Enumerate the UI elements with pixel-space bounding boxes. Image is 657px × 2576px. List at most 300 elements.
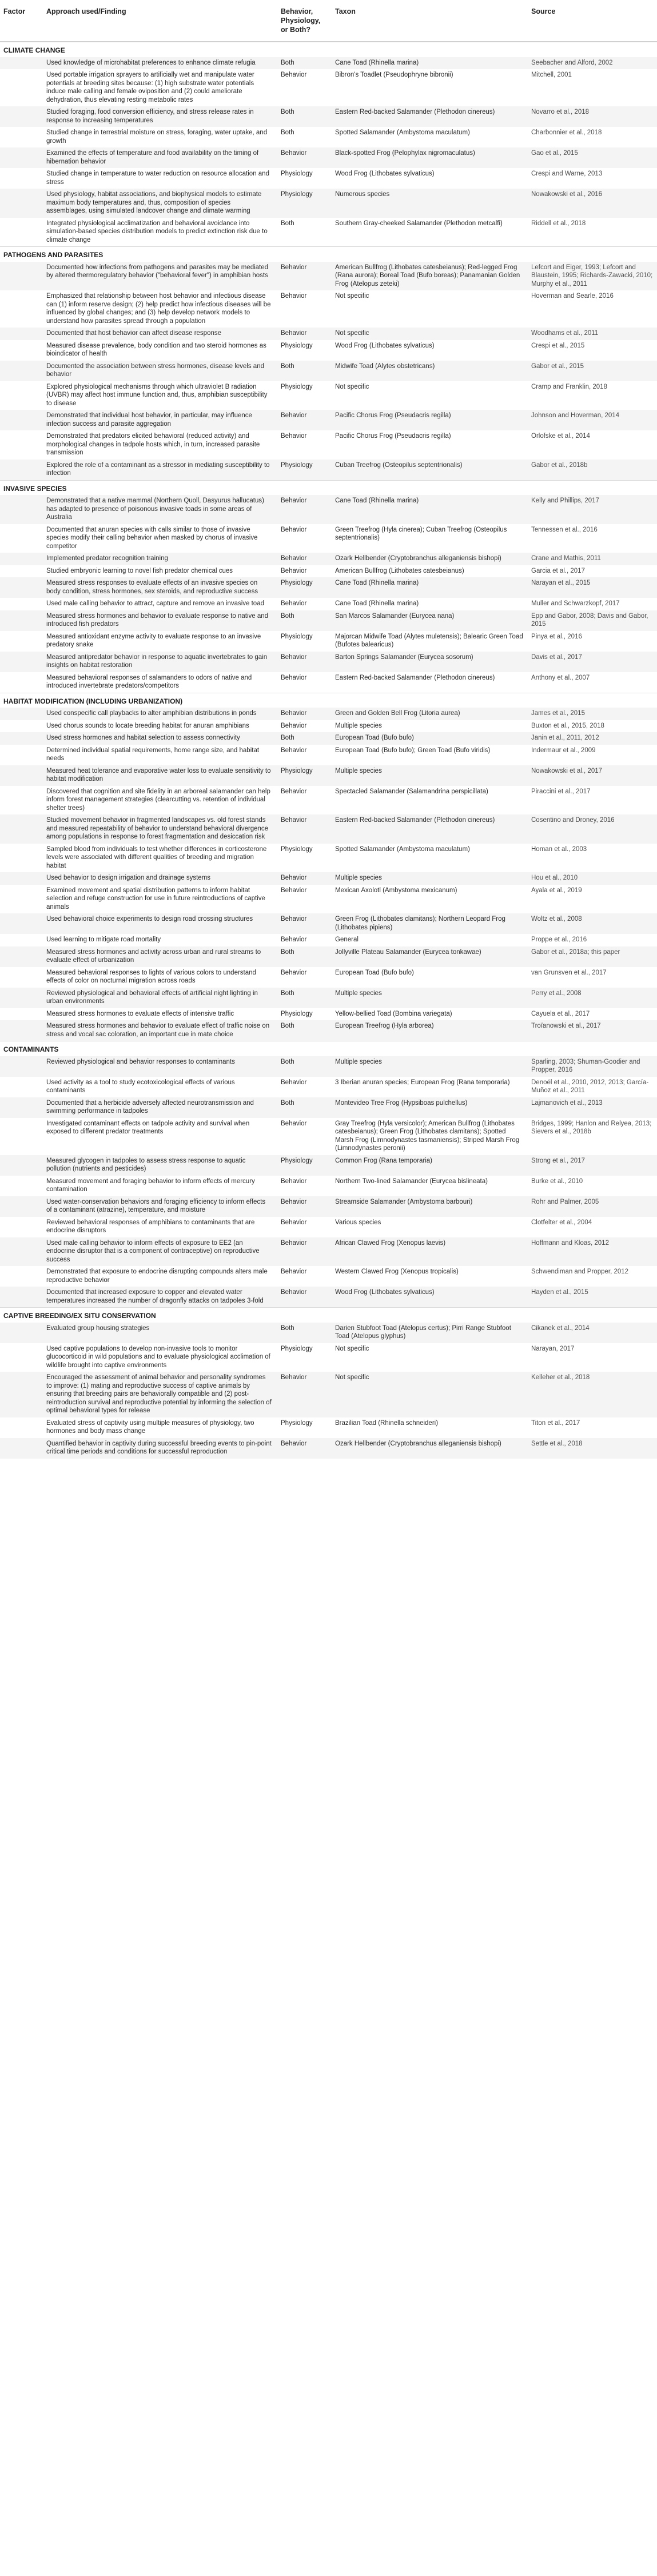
- cell-source: Homan et al., 2003: [528, 844, 657, 873]
- table-body: [0, 42, 657, 1459]
- cell-source: Gabor et al., 2015: [528, 361, 657, 381]
- table-row: [0, 872, 657, 885]
- cell-approach: Evaluated stress of captivity using multiple measures of physiology, two hormones and body mass change: [43, 1417, 277, 1438]
- cell-source: Perry et al., 2008: [528, 988, 657, 1008]
- cell-approach: Studied movement behavior in fragmented landscapes vs. old forest stands and measured repeatability of behavior to understand behavioral divergence among populations in response to forest fragmentation and desiccation risk: [43, 814, 277, 844]
- cell-source: Proppe et al., 2016: [528, 934, 657, 946]
- cell-factor: [0, 1323, 43, 1343]
- cell-category: Behavior: [277, 430, 332, 460]
- table-row: [0, 168, 657, 189]
- cell-taxon: Not specific: [332, 1343, 528, 1372]
- table-row: [0, 553, 657, 565]
- table-row: [0, 1118, 657, 1155]
- table-row: [0, 290, 657, 328]
- cell-taxon: Multiple species: [332, 765, 528, 786]
- table-row: [0, 844, 657, 873]
- cell-approach: Explored the role of a contaminant as a stressor in mediating susceptibility to infection: [43, 460, 277, 481]
- cell-source: Crespi et al., 2015: [528, 340, 657, 361]
- cell-taxon: Common Frog (Rana temporaria): [332, 1155, 528, 1176]
- cell-category: Behavior: [277, 262, 332, 291]
- cell-category: Behavior: [277, 1217, 332, 1237]
- cell-category: Both: [277, 988, 332, 1008]
- cell-taxon: Multiple species: [332, 872, 528, 885]
- cell-taxon: African Clawed Frog (Xenopus laevis): [332, 1237, 528, 1267]
- cell-factor: [0, 598, 43, 610]
- cell-approach: Evaluated group housing strategies: [43, 1323, 277, 1343]
- cell-source: Ayala et al., 2019: [528, 885, 657, 914]
- cell-source: Hoffmann and Kloas, 2012: [528, 1237, 657, 1267]
- section-title: CLIMATE CHANGE: [0, 42, 657, 57]
- cell-taxon: Ozark Hellbender (Cryptobranchus alleganiensis bishopi): [332, 1438, 528, 1459]
- cell-source: Hoverman and Searle, 2016: [528, 290, 657, 328]
- cell-factor: [0, 934, 43, 946]
- cell-source: Buxton et al., 2015, 2018: [528, 720, 657, 733]
- cell-factor: [0, 1155, 43, 1176]
- cell-source: Bridges, 1999; Hanlon and Relyea, 2013; Sievers et al., 2018b: [528, 1118, 657, 1155]
- cell-category: Behavior: [277, 1118, 332, 1155]
- table-row: [0, 610, 657, 631]
- cell-category: Both: [277, 218, 332, 247]
- cell-taxon: Southern Gray-cheeked Salamander (Plethodon metcalfi): [332, 218, 528, 247]
- cell-approach: Reviewed physiological and behavioral effects of artificial night lighting in urban environments: [43, 988, 277, 1008]
- cell-taxon: Green and Golden Bell Frog (Litoria aurea): [332, 708, 528, 720]
- table-row: [0, 565, 657, 578]
- cell-source: Kelleher et al., 2018: [528, 1372, 657, 1417]
- cell-approach: Used male calling behavior to inform effects of exposure to EE2 (an endocrine disruptor that is a component of contraceptive) on reproductive success: [43, 1237, 277, 1267]
- table-row: [0, 577, 657, 598]
- cell-source: Anthony et al., 2007: [528, 672, 657, 693]
- cell-factor: [0, 1217, 43, 1237]
- section-heading-row: [0, 42, 657, 57]
- cell-category: Both: [277, 946, 332, 967]
- cell-source: Davis et al., 2017: [528, 652, 657, 672]
- table-row: [0, 631, 657, 652]
- section-title: PATHOGENS AND PARASITES: [0, 247, 657, 262]
- cell-taxon: Midwife Toad (Alytes obstetricans): [332, 361, 528, 381]
- cell-taxon: Green Frog (Lithobates clamitans); Northern Leopard Frog (Lithobates pipiens): [332, 913, 528, 934]
- cell-factor: [0, 745, 43, 765]
- cell-category: Both: [277, 106, 332, 127]
- cell-factor: [0, 872, 43, 885]
- cell-approach: Used conspecific call playbacks to alter amphibian distributions in ponds: [43, 708, 277, 720]
- cell-factor: [0, 631, 43, 652]
- table-row: [0, 524, 657, 553]
- table-row: [0, 1196, 657, 1217]
- header-category: Behavior, Physiology, or Both?: [277, 0, 332, 42]
- cell-taxon: Pacific Chorus Frog (Pseudacris regilla): [332, 430, 528, 460]
- cell-taxon: General: [332, 934, 528, 946]
- cell-category: Both: [277, 361, 332, 381]
- cell-source: Strong et al., 2017: [528, 1155, 657, 1176]
- cell-category: Behavior: [277, 708, 332, 720]
- table-section: [0, 247, 657, 481]
- cell-taxon: American Bullfrog (Lithobates catesbeianus); Red-legged Frog (Rana aurora); Boreal Toad (Bufo boreas); Panamanian Golden Frog (Atelopus zeteki): [332, 262, 528, 291]
- table-row: [0, 913, 657, 934]
- cell-approach: Studied embryonic learning to novel fish predator chemical cues: [43, 565, 277, 578]
- section-title: CONTAMINANTS: [0, 1041, 657, 1056]
- table-row: [0, 147, 657, 168]
- cell-taxon: San Marcos Salamander (Eurycea nana): [332, 610, 528, 631]
- cell-source: Novarro et al., 2018: [528, 106, 657, 127]
- cell-approach: Examined movement and spatial distribution patterns to inform habitat selection and refuge construction for use in future reintroductions of captive animals: [43, 885, 277, 914]
- cell-category: Physiology: [277, 844, 332, 873]
- cell-taxon: Not specific: [332, 381, 528, 410]
- cell-taxon: European Toad (Bufo bufo): [332, 967, 528, 988]
- cell-taxon: Cane Toad (Rhinella marina): [332, 495, 528, 524]
- cell-taxon: Montevideo Tree Frog (Hypsiboas pulchellus): [332, 1097, 528, 1118]
- cell-approach: Documented the association between stress hormones, disease levels and behavior: [43, 361, 277, 381]
- cell-factor: [0, 189, 43, 218]
- cell-taxon: Barton Springs Salamander (Eurycea sosorum): [332, 652, 528, 672]
- cell-factor: [0, 127, 43, 147]
- cell-factor: [0, 1266, 43, 1287]
- cell-source: Gabor et al., 2018a; this paper: [528, 946, 657, 967]
- table-row: [0, 1237, 657, 1267]
- cell-source: Settle et al., 2018: [528, 1438, 657, 1459]
- cell-taxon: European Toad (Bufo bufo); Green Toad (Bufo viridis): [332, 745, 528, 765]
- cell-approach: Discovered that cognition and site fidelity in an arboreal salamander can help inform forest management strategies (clearcutting vs. retention of individual shelter trees): [43, 786, 277, 815]
- cell-category: Both: [277, 1097, 332, 1118]
- cell-source: Sparling, 2003; Shuman-Goodier and Propper, 2016: [528, 1056, 657, 1077]
- cell-factor: [0, 290, 43, 328]
- cell-source: Schwendiman and Propper, 2012: [528, 1266, 657, 1287]
- cell-approach: Reviewed physiological and behavior responses to contaminants: [43, 1056, 277, 1077]
- cell-approach: Measured movement and foraging behavior to inform effects of mercury contamination: [43, 1176, 277, 1196]
- cell-taxon: Wood Frog (Lithobates sylvaticus): [332, 168, 528, 189]
- cell-category: Behavior: [277, 786, 332, 815]
- cell-category: Behavior: [277, 934, 332, 946]
- cell-source: Cramp and Franklin, 2018: [528, 381, 657, 410]
- cell-approach: Documented that anuran species with calls similar to those of invasive species modify their calling behavior when masked by chorus of invasive competitor: [43, 524, 277, 553]
- cell-approach: Studied change in temperature to water reduction on resource allocation and stress: [43, 168, 277, 189]
- cell-approach: Used activity as a tool to study ecotoxicological effects of various contaminants: [43, 1077, 277, 1097]
- cell-category: Physiology: [277, 1155, 332, 1176]
- cell-taxon: Brazilian Toad (Rhinella schneideri): [332, 1417, 528, 1438]
- cell-factor: [0, 1020, 43, 1041]
- header-factor: Factor: [0, 0, 43, 42]
- cell-source: van Grunsven et al., 2017: [528, 967, 657, 988]
- cell-taxon: Darien Stubfoot Toad (Atelopus certus); Pirri Range Stubfoot Toad (Atelopus glyphus): [332, 1323, 528, 1343]
- cell-factor: [0, 218, 43, 247]
- cell-source: Muller and Schwarzkopf, 2017: [528, 598, 657, 610]
- table-row: [0, 1266, 657, 1287]
- cell-approach: Measured stress hormones and behavior to evaluate effect of traffic noise on stress and vocal sac coloration, an important cue in mate choice: [43, 1020, 277, 1041]
- cell-approach: Integrated physiological acclimatization and behavioral avoidance into simulation-based species distribution models to predict extinction risk due to climate change: [43, 218, 277, 247]
- cell-source: Clotfelter et al., 2004: [528, 1217, 657, 1237]
- cell-category: Behavior: [277, 913, 332, 934]
- table-row: [0, 765, 657, 786]
- cell-category: Physiology: [277, 381, 332, 410]
- cell-source: Rohr and Palmer, 2005: [528, 1196, 657, 1217]
- cell-source: Tennessen et al., 2016: [528, 524, 657, 553]
- cell-source: Titon et al., 2017: [528, 1417, 657, 1438]
- cell-category: Behavior: [277, 1372, 332, 1417]
- header-taxon: Taxon: [332, 0, 528, 42]
- cell-taxon: 3 Iberian anuran species; European Frog (Rana temporaria): [332, 1077, 528, 1097]
- cell-factor: [0, 69, 43, 106]
- table-row: [0, 381, 657, 410]
- table-row: [0, 69, 657, 106]
- cell-factor: [0, 610, 43, 631]
- cell-factor: [0, 844, 43, 873]
- cell-factor: [0, 57, 43, 70]
- table-row: [0, 708, 657, 720]
- cell-taxon: Multiple species: [332, 720, 528, 733]
- cell-source: Johnson and Hoverman, 2014: [528, 410, 657, 430]
- cell-category: Physiology: [277, 577, 332, 598]
- table-row: [0, 1077, 657, 1097]
- table-row: [0, 1323, 657, 1343]
- cell-source: Gabor et al., 2018b: [528, 460, 657, 481]
- cell-source: Woltz et al., 2008: [528, 913, 657, 934]
- cell-taxon: Not specific: [332, 290, 528, 328]
- cell-source: Pinya et al., 2016: [528, 631, 657, 652]
- table-row: [0, 127, 657, 147]
- table-row: [0, 495, 657, 524]
- cell-factor: [0, 460, 43, 481]
- cell-approach: Studied change in terrestrial moisture on stress, foraging, water uptake, and growth: [43, 127, 277, 147]
- cell-taxon: Jollyville Plateau Salamander (Eurycea tonkawae): [332, 946, 528, 967]
- cell-taxon: Eastern Red-backed Salamander (Plethodon cinereus): [332, 106, 528, 127]
- section-heading-row: [0, 247, 657, 262]
- table-section: [0, 693, 657, 1041]
- cell-factor: [0, 885, 43, 914]
- cell-factor: [0, 361, 43, 381]
- cell-category: Behavior: [277, 1077, 332, 1097]
- cell-approach: Measured stress hormones and activity across urban and rural streams to evaluate effect of urbanization: [43, 946, 277, 967]
- cell-factor: [0, 732, 43, 745]
- cell-source: Cosentino and Droney, 2016: [528, 814, 657, 844]
- cell-factor: [0, 381, 43, 410]
- cell-category: Behavior: [277, 290, 332, 328]
- cell-factor: [0, 577, 43, 598]
- cell-category: Behavior: [277, 69, 332, 106]
- cell-approach: Measured stress responses to evaluate effects of an invasive species on body condition, stress hormones, sex steroids, and reproductive success: [43, 577, 277, 598]
- cell-category: Behavior: [277, 745, 332, 765]
- cell-approach: Used stress hormones and habitat selection to assess connectivity: [43, 732, 277, 745]
- cell-taxon: Cane Toad (Rhinella marina): [332, 57, 528, 70]
- header-source: Source: [528, 0, 657, 42]
- cell-taxon: Black-spotted Frog (Pelophylax nigromaculatus): [332, 147, 528, 168]
- table-row: [0, 1176, 657, 1196]
- cell-taxon: Majorcan Midwife Toad (Alytes muletensis); Balearic Green Toad (Bufotes balearicus): [332, 631, 528, 652]
- cell-taxon: European Toad (Bufo bufo): [332, 732, 528, 745]
- cell-taxon: Wood Frog (Lithobates sylvaticus): [332, 1287, 528, 1308]
- cell-approach: Measured stress hormones to evaluate effects of intensive traffic: [43, 1008, 277, 1021]
- cell-source: Hayden et al., 2015: [528, 1287, 657, 1308]
- cell-category: Behavior: [277, 967, 332, 988]
- cell-factor: [0, 430, 43, 460]
- cell-source: Indermaur et al., 2009: [528, 745, 657, 765]
- cell-source: Nowakowski et al., 2017: [528, 765, 657, 786]
- cell-source: Narayan et al., 2015: [528, 577, 657, 598]
- cell-factor: [0, 786, 43, 815]
- cell-source: Nowakowski et al., 2016: [528, 189, 657, 218]
- cell-source: Kelly and Phillips, 2017: [528, 495, 657, 524]
- cell-category: Physiology: [277, 168, 332, 189]
- table-section: [0, 1308, 657, 1459]
- cell-approach: Demonstrated that individual host behavior, in particular, may influence infection success and parasite aggregation: [43, 410, 277, 430]
- cell-approach: Used water-conservation behaviors and foraging efficiency to inform effects of a contaminant (atrazine), temperature, and moisture: [43, 1196, 277, 1217]
- cell-source: Epp and Gabor, 2008; Davis and Gabor, 2015: [528, 610, 657, 631]
- cell-approach: Determined individual spatial requirements, home range size, and habitat needs: [43, 745, 277, 765]
- table-row: [0, 934, 657, 946]
- table-section: [0, 42, 657, 247]
- cell-taxon: Bibron's Toadlet (Pseudophryne bibronii): [332, 69, 528, 106]
- cell-category: Physiology: [277, 765, 332, 786]
- cell-approach: Encouraged the assessment of animal behavior and personality syndromes to improve: (1) mating and reproductive success of captive animals by ensuring that breeding pairs are behaviorally compatible and (2) post-reintroduction survival and reproductive potential by informing the selection of optimal behavioral types for release: [43, 1372, 277, 1417]
- cell-approach: Reviewed behavioral responses of amphibians to contaminants that are endocrine disruptors: [43, 1217, 277, 1237]
- cell-approach: Used behavior to design irrigation and drainage systems: [43, 872, 277, 885]
- table-row: [0, 1008, 657, 1021]
- cell-category: Behavior: [277, 147, 332, 168]
- cell-approach: Used portable irrigation sprayers to artificially wet and manipulate water potentials at breeding sites because: (1) high substrate water potentials induce male calling and female oviposition and (2) could ameliorate dehydration, thus elevating resting metabolic rates: [43, 69, 277, 106]
- cell-approach: Used physiology, habitat associations, and biophysical models to estimate maximum body temperatures and, thus, composition of species assemblages, using simulated landcover change and climate warming: [43, 189, 277, 218]
- section-heading-row: [0, 693, 657, 708]
- cell-factor: [0, 147, 43, 168]
- cell-category: Both: [277, 732, 332, 745]
- cell-category: Behavior: [277, 598, 332, 610]
- cell-source: Cayuela et al., 2017: [528, 1008, 657, 1021]
- cell-category: Both: [277, 1323, 332, 1343]
- table-row: [0, 967, 657, 988]
- cell-category: Behavior: [277, 720, 332, 733]
- cell-factor: [0, 553, 43, 565]
- cell-category: Both: [277, 127, 332, 147]
- cell-category: Behavior: [277, 652, 332, 672]
- table-row: [0, 720, 657, 733]
- cell-factor: [0, 565, 43, 578]
- cell-source: James et al., 2015: [528, 708, 657, 720]
- cell-category: Physiology: [277, 1008, 332, 1021]
- table-row: [0, 946, 657, 967]
- cell-taxon: Gray Treefrog (Hyla versicolor); American Bullfrog (Lithobates catesbeianus); Green Frog (Lithobates clamitans); Spotted Marsh Frog (Limnodynastes tasmaniensis); Striped Marsh Frog (Limnodynastes peronii): [332, 1118, 528, 1155]
- cell-factor: [0, 1287, 43, 1308]
- cell-category: Both: [277, 1056, 332, 1077]
- cell-factor: [0, 1077, 43, 1097]
- cell-approach: Measured heat tolerance and evaporative water loss to evaluate sensitivity to habitat modification: [43, 765, 277, 786]
- cell-category: Behavior: [277, 1176, 332, 1196]
- cell-taxon: Northern Two-lined Salamander (Eurycea bislineata): [332, 1176, 528, 1196]
- table-row: [0, 1287, 657, 1308]
- cell-approach: Measured disease prevalence, body condition and two steroid hormones as bioindicator of health: [43, 340, 277, 361]
- cell-taxon: Eastern Red-backed Salamander (Plethodon cinereus): [332, 814, 528, 844]
- cell-category: Behavior: [277, 328, 332, 340]
- cell-source: Denoël et al., 2010, 2012, 2013; García-Muñoz et al., 2011: [528, 1077, 657, 1097]
- cell-taxon: American Bullfrog (Lithobates catesbeianus): [332, 565, 528, 578]
- cell-approach: Measured antipredator behavior in response to aquatic invertebrates to gain insights on habitat restoration: [43, 652, 277, 672]
- cell-taxon: Not specific: [332, 1372, 528, 1417]
- table-row: [0, 460, 657, 481]
- header-row: [0, 0, 657, 42]
- cell-approach: Measured behavioral responses of salamanders to odors of native and introduced invertebrate predators/competitors: [43, 672, 277, 693]
- cell-factor: [0, 340, 43, 361]
- section-heading-row: [0, 480, 657, 495]
- cell-category: Behavior: [277, 814, 332, 844]
- cell-source: Crespi and Warne, 2013: [528, 168, 657, 189]
- cell-source: Seebacher and Alford, 2002: [528, 57, 657, 70]
- table-section: [0, 480, 657, 693]
- table-row: [0, 814, 657, 844]
- cell-taxon: Ozark Hellbender (Cryptobranchus alleganiensis bishopi): [332, 553, 528, 565]
- cell-factor: [0, 988, 43, 1008]
- table-row: [0, 328, 657, 340]
- table-row: [0, 1438, 657, 1459]
- cell-taxon: Numerous species: [332, 189, 528, 218]
- cell-factor: [0, 1118, 43, 1155]
- cell-category: Both: [277, 610, 332, 631]
- cell-category: Behavior: [277, 495, 332, 524]
- cell-category: Behavior: [277, 410, 332, 430]
- cell-factor: [0, 814, 43, 844]
- table-row: [0, 262, 657, 291]
- cell-factor: [0, 1438, 43, 1459]
- cell-approach: Used learning to mitigate road mortality: [43, 934, 277, 946]
- cell-source: Janin et al., 2011, 2012: [528, 732, 657, 745]
- cell-factor: [0, 1417, 43, 1438]
- cell-approach: Demonstrated that exposure to endocrine disrupting compounds alters male reproductive behavior: [43, 1266, 277, 1287]
- cell-taxon: Western Clawed Frog (Xenopus tropicalis): [332, 1266, 528, 1287]
- cell-source: Orlofske et al., 2014: [528, 430, 657, 460]
- cell-taxon: Cane Toad (Rhinella marina): [332, 577, 528, 598]
- cell-category: Physiology: [277, 631, 332, 652]
- section-title: CAPTIVE BREEDING/EX SITU CONSERVATION: [0, 1308, 657, 1323]
- cell-approach: Documented that increased exposure to copper and elevated water temperatures increased the number of dragonfly attacks on tadpoles 3-fold: [43, 1287, 277, 1308]
- cell-approach: Examined the effects of temperature and food availability on the timing of hibernation behavior: [43, 147, 277, 168]
- cell-category: Behavior: [277, 565, 332, 578]
- section-heading-row: [0, 1041, 657, 1056]
- cell-source: Cikanek et al., 2014: [528, 1323, 657, 1343]
- cell-approach: Quantified behavior in captivity during successful breeding events to pin-point critical time periods and conditions for successful reproduction: [43, 1438, 277, 1459]
- cell-factor: [0, 1372, 43, 1417]
- cell-approach: Demonstrated that a native mammal (Northern Quoll, Dasyurus hallucatus) has adapted to presence of poisonous invasive toads in some areas of Australia: [43, 495, 277, 524]
- cell-source: Crane and Mathis, 2011: [528, 553, 657, 565]
- table-row: [0, 885, 657, 914]
- cell-factor: [0, 410, 43, 430]
- cell-taxon: Streamside Salamander (Ambystoma barbouri): [332, 1196, 528, 1217]
- cell-factor: [0, 913, 43, 934]
- table-row: [0, 1372, 657, 1417]
- cell-factor: [0, 1237, 43, 1267]
- cell-taxon: Spotted Salamander (Ambystoma maculatum): [332, 844, 528, 873]
- cell-source: Burke et al., 2010: [528, 1176, 657, 1196]
- cell-source: Garcia et al., 2017: [528, 565, 657, 578]
- cell-approach: Documented that a herbicide adversely affected neurotransmission and swimming performance in tadpoles: [43, 1097, 277, 1118]
- cell-factor: [0, 524, 43, 553]
- section-heading-row: [0, 1308, 657, 1323]
- cell-factor: [0, 1196, 43, 1217]
- table-row: [0, 598, 657, 610]
- table-row: [0, 745, 657, 765]
- table-row: [0, 1020, 657, 1041]
- cell-factor: [0, 672, 43, 693]
- cell-source: Hou et al., 2010: [528, 872, 657, 885]
- cell-category: Behavior: [277, 885, 332, 914]
- table-row: [0, 1097, 657, 1118]
- cell-source: Gao et al., 2015: [528, 147, 657, 168]
- cell-category: Physiology: [277, 1417, 332, 1438]
- cell-approach: Measured behavioral responses to lights of various colors to understand effects of color on nocturnal migration across roads: [43, 967, 277, 988]
- cell-category: Behavior: [277, 872, 332, 885]
- cell-approach: Measured antioxidant enzyme activity to evaluate response to an invasive predatory snake: [43, 631, 277, 652]
- cell-factor: [0, 1097, 43, 1118]
- cell-taxon: Spotted Salamander (Ambystoma maculatum): [332, 127, 528, 147]
- cell-category: Physiology: [277, 1343, 332, 1372]
- cell-source: Lajmanovich et al., 2013: [528, 1097, 657, 1118]
- cell-approach: Documented that host behavior can affect disease response: [43, 328, 277, 340]
- cell-taxon: Eastern Red-backed Salamander (Plethodon cinereus): [332, 672, 528, 693]
- cell-category: Behavior: [277, 1438, 332, 1459]
